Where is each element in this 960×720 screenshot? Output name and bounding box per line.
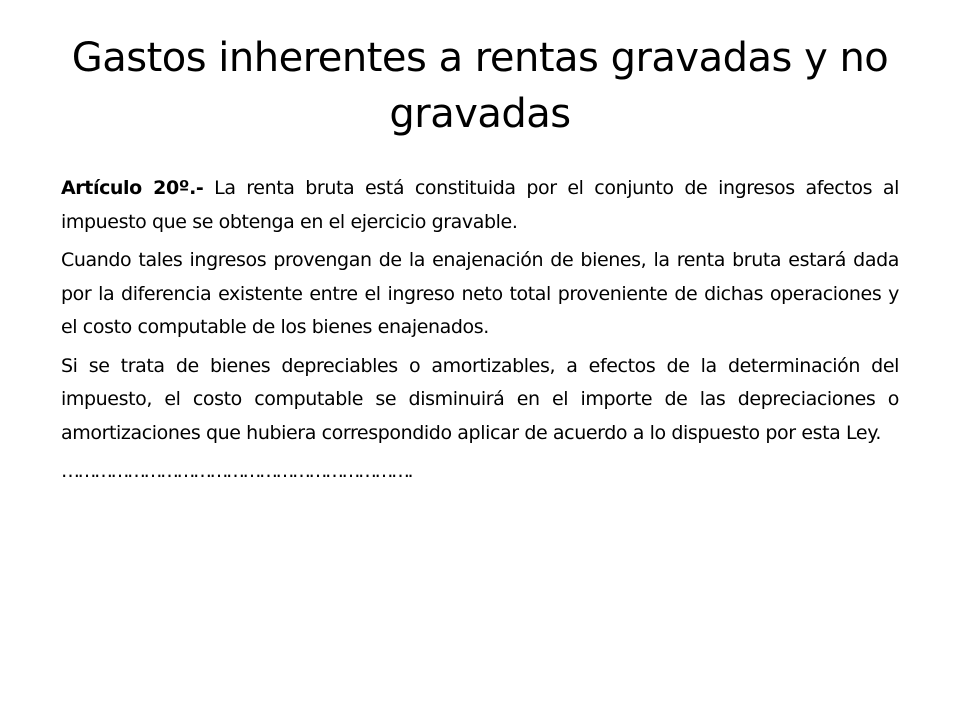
paragraph-enajenacion	[61, 244, 899, 345]
paragraph-text: Cuando tales ingresos provengan de la enajenación de bienes, la renta bruta estará dada por la diferencia existente entre el ingreso neto total proveniente de dichas operaciones y el costo computable de los bienes enajenados.	[61, 249, 899, 338]
paragraph-text: La renta bruta está constituida por el conjunto de ingresos afectos al impuesto que se obtenga en el ejercicio gravable.	[61, 177, 899, 233]
paragraph-depreciables	[61, 350, 899, 451]
slide-body	[61, 172, 899, 489]
article-heading: Artículo 20º.-	[61, 177, 204, 199]
slide-title: Gastos inherentes a rentas gravadas y no gravadas	[71, 35, 889, 137]
ellipsis-line: ……………………………………………………….	[61, 460, 412, 482]
paragraph-text: Si se trata de bienes depreciables o amortizables, a efectos de la determinación del impuesto, el costo computable se disminuirá en el importe de las depreciaciones o amortizaciones que hubiera correspondido aplicar de acuerdo a lo dispuesto por esta Ley.	[61, 354, 899, 444]
paragraph-article-20	[61, 172, 899, 239]
